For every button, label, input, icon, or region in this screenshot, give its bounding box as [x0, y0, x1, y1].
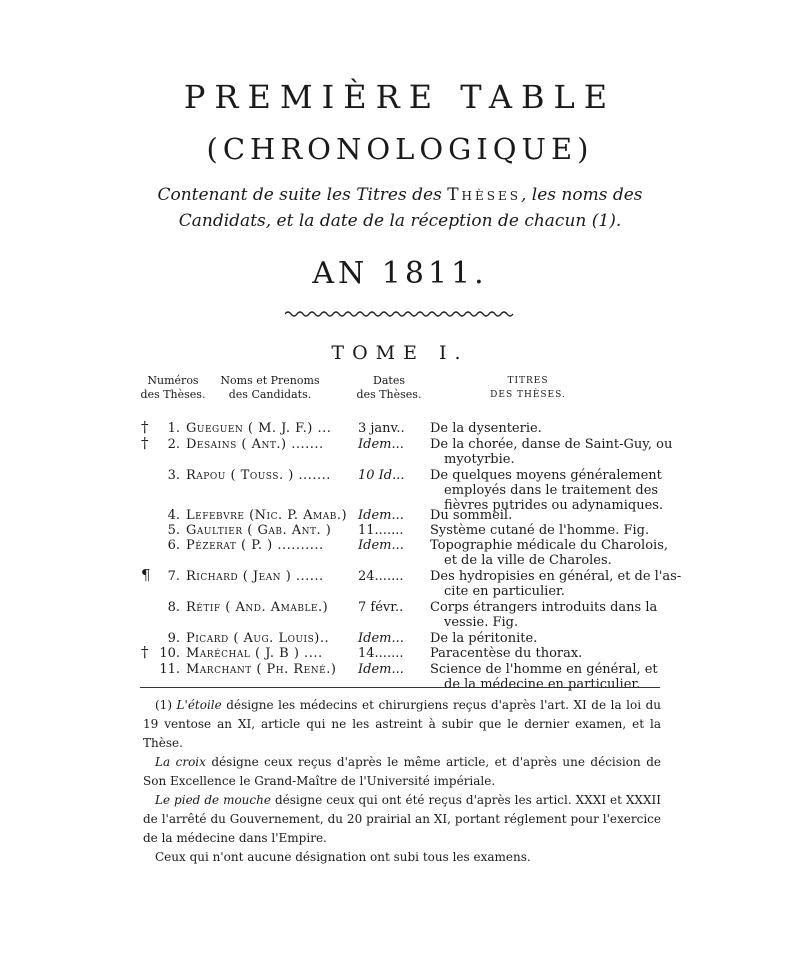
entry-candidate-name: Maréchal ( J. B ) .... — [186, 646, 323, 661]
footnote-pied-term: Le pied de mouche — [155, 793, 271, 807]
thesis-title-line: Corps étrangers introduits dans la — [430, 600, 658, 615]
tome-heading: TOME I. — [331, 342, 469, 364]
entry-candidate-name: Marchant ( Ph. René.) — [186, 662, 337, 677]
entry-candidate-name: Picard ( Aug. Louis).. — [186, 631, 330, 646]
entry-candidate-name: Gaultier ( Gab. Ant. ) — [186, 523, 332, 538]
description-part-1: Contenant de suite les Titres des — [157, 185, 442, 205]
entry-candidate-name: Richard ( Jean ) ...... — [186, 569, 324, 584]
column-header-numeros-line1: Numéros — [147, 374, 199, 387]
thesis-title-line: cite en particulier. — [444, 584, 565, 599]
footnotes — [143, 696, 661, 867]
entry-date: 10 Id... — [358, 468, 405, 483]
page-title: PREMIÈRE TABLE — [183, 78, 617, 116]
thesis-title-line: Science de l'homme en général, et — [430, 662, 658, 677]
entry-date: Idem... — [358, 508, 404, 523]
column-header-dates-line2: des Thèses. — [356, 388, 422, 401]
footnote-etoile — [143, 696, 661, 753]
footnote-pied-text: désigne ceux qui ont été reçus d'après les articl. XXXI et XXXII de l'arrêté du Gouvernement, du 20 prairial an XI, portant réglement pour l'exercice de la médecine dans l'Empire. — [143, 793, 661, 845]
entry-mark: † — [141, 434, 149, 452]
entry-date: 11....... — [358, 523, 404, 538]
thesis-title-line: Système cutané de l'homme. Fig. — [430, 523, 650, 538]
entry-thesis-title — [430, 646, 662, 661]
entry-number: 5. — [167, 523, 180, 538]
thesis-title-line: De la dysenterie. — [430, 421, 542, 436]
thesis-title-line: Paracentèse du thorax. — [430, 646, 583, 661]
column-header-noms — [212, 374, 328, 402]
column-header-numeros — [138, 374, 208, 402]
footnote-etoile-term: L'étoile — [176, 698, 222, 712]
thesis-title-line: et de la ville de Charoles. — [444, 553, 612, 568]
entry-date: Idem... — [358, 662, 404, 677]
description-part-2: , les noms des — [520, 185, 643, 205]
year-heading: AN 1811. — [312, 256, 488, 291]
decorative-ornament — [285, 309, 515, 319]
entry-thesis-title — [430, 523, 662, 538]
entry-mark: ¶ — [141, 566, 151, 584]
column-header-noms-line2: des Candidats. — [228, 388, 312, 401]
entry-number: 6. — [167, 538, 180, 553]
column-header-dates-line1: Dates — [373, 374, 405, 387]
entry-candidate-name: Rétif ( And. Amable.) — [186, 600, 329, 615]
title-description — [0, 182, 800, 234]
entry-candidate-name: Pézerat ( P. ) .......... — [186, 538, 324, 553]
entry-number: 7. — [167, 569, 180, 584]
entry-thesis-title — [430, 437, 673, 467]
entry-candidate-name: Rapou ( Touss. ) ....... — [186, 468, 331, 483]
entry-number: 9. — [167, 631, 180, 646]
thesis-title-line: Topographie médicale du Charolois, — [430, 538, 668, 553]
entry-thesis-title — [430, 508, 662, 523]
column-header-dates — [352, 374, 426, 402]
entry-mark: † — [141, 643, 149, 661]
footnote-croix-text: désigne ceux reçus d'après le même article, et d'après une décision de Son Excellence le Grand-Maître de l'Université impériale. — [143, 755, 661, 788]
thesis-title-line: employés dans le traitement des — [444, 483, 659, 498]
footnote-no-mark: Ceux qui n'ont aucune désignation ont subi tous les examens. — [155, 850, 531, 864]
entry-date: Idem... — [358, 538, 404, 553]
entry-mark: † — [141, 418, 149, 436]
footnote-croix-term: La croix — [155, 755, 206, 769]
thesis-title-line: Du sommeil. — [430, 508, 513, 523]
entry-candidate-name: Desains ( Ant.) ....... — [186, 437, 324, 452]
thesis-title-line: De la péritonite. — [430, 631, 538, 646]
entry-number: 8. — [167, 600, 180, 615]
thesis-title-line: De quelques moyens généralement — [430, 468, 662, 483]
description-theses: Thèses — [447, 185, 521, 205]
description-line-1 — [0, 182, 800, 208]
footnote-etoile-text: désigne les médecins et chirurgiens reçus d'après l'art. XI de la loi du 19 ventose an XI, article qui ne les astreint à subir que le dernier examen, et la Thèse. — [143, 698, 661, 750]
thesis-title-line: de la médecine en particulier. — [444, 677, 641, 692]
entry-thesis-title — [430, 421, 662, 436]
column-header-titres — [468, 374, 588, 402]
thesis-title-line: fièvres putrides ou adynamiques. — [444, 498, 664, 513]
entry-thesis-title — [430, 569, 682, 599]
entry-number: 3. — [167, 468, 180, 483]
entry-candidate-name: Gueguen ( M. J. F.) ... — [186, 421, 332, 436]
entry-number: 11. — [159, 662, 180, 677]
column-header-titres-line1: TITRES — [507, 376, 549, 386]
page-subtitle: (CHRONOLOGIQUE) — [206, 132, 594, 166]
entry-thesis-title — [430, 538, 668, 568]
footnote-divider — [140, 687, 660, 688]
entry-date: 14....... — [358, 646, 404, 661]
entry-number: 1. — [167, 421, 180, 436]
column-header-titres-line2: DES THÈSES. — [490, 390, 566, 400]
entry-number: 10. — [159, 646, 180, 661]
thesis-title-line: Des hydropisies en général, et de l'as- — [430, 569, 682, 584]
entry-thesis-title — [430, 468, 662, 513]
entry-date: 7 févr.. — [358, 600, 404, 615]
column-header-numeros-line2: des Thèses. — [140, 388, 206, 401]
column-header-noms-line1: Noms et Prenoms — [220, 374, 320, 387]
entry-thesis-title — [430, 600, 662, 630]
description-line-2: Candidats, et la date de la réception de chacun (1). — [178, 211, 622, 231]
thesis-title-line: vessie. Fig. — [444, 615, 519, 630]
entry-date: 3 janv.. — [358, 421, 405, 436]
entry-number: 2. — [167, 437, 180, 452]
entry-date: Idem... — [358, 631, 404, 646]
entry-candidate-name: Lefebvre (Nic. P. Amab.) — [186, 508, 348, 523]
entry-thesis-title — [430, 631, 662, 646]
footnote-pied-de-mouche — [143, 791, 661, 848]
entry-date: 24....... — [358, 569, 404, 584]
thesis-title-line: De la chorée, danse de Saint-Guy, ou — [430, 437, 673, 452]
entry-date: Idem... — [358, 437, 404, 452]
entry-number: 4. — [167, 508, 180, 523]
footnote-croix — [143, 753, 661, 791]
footnote-marker: (1) — [155, 698, 172, 712]
thesis-title-line: myotyrbie. — [444, 452, 515, 467]
